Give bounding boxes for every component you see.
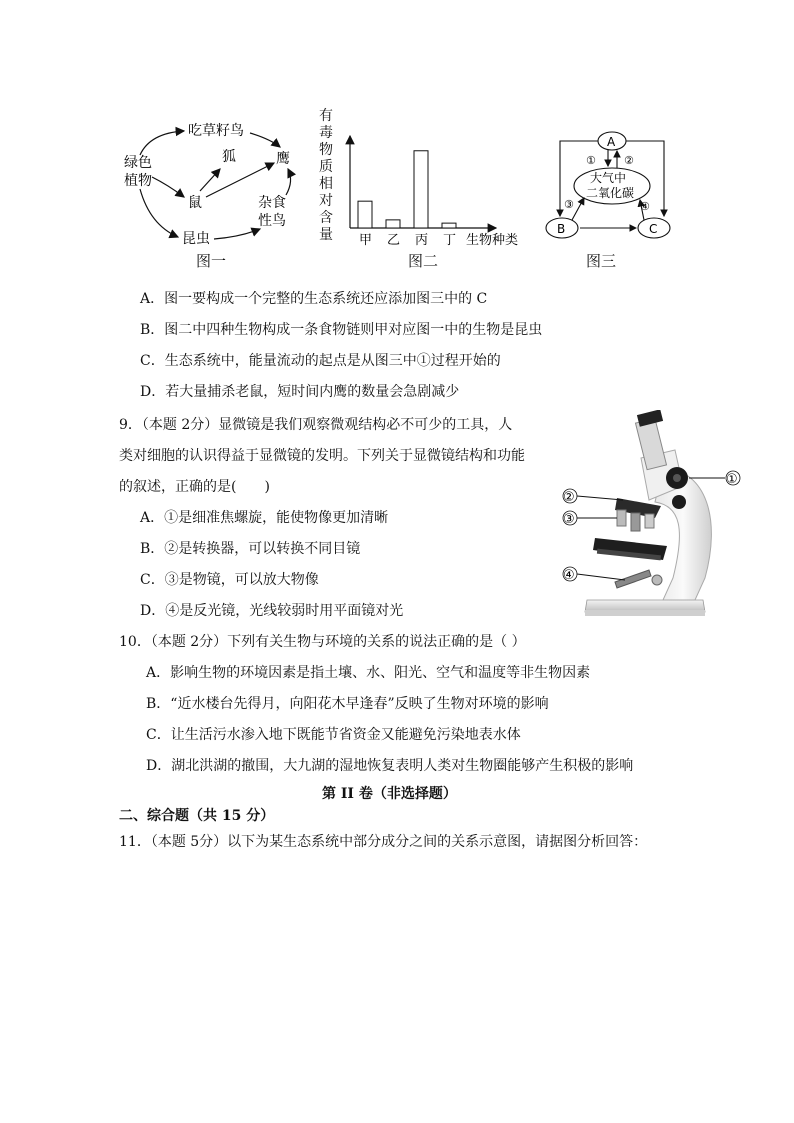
bar-3: [442, 223, 456, 228]
node-insect: 昆虫: [182, 231, 210, 247]
node-c-label: C: [649, 222, 658, 236]
category-label-1: 乙: [387, 233, 401, 248]
ylabel-char: 有: [319, 108, 333, 124]
node-mouse: 鼠: [188, 195, 202, 211]
node-omni-bird-2: 性鸟: [258, 213, 286, 229]
food-web-diagram: [110, 115, 310, 250]
fig2-caption: 图二: [408, 252, 439, 270]
co2-label-1: 大气中: [590, 171, 627, 185]
fig1-caption: 图一: [196, 252, 227, 270]
part2-title: 第 II 卷（非选择题）: [322, 786, 457, 802]
fig3-caption: 图三: [586, 252, 617, 270]
q8-option-d: D．若大量捕杀老鼠，短时间内鹰的数量会急剧减少: [140, 384, 460, 400]
q8-option-a: A．图一要构成一个完整的生态系统还应添加图三中的 C: [140, 291, 488, 307]
toxin-bar-chart: [336, 130, 532, 248]
ylabel-char: 质: [319, 159, 333, 175]
ylabel-char: 相: [319, 176, 333, 192]
node-green-plants-1: 绿色: [124, 155, 152, 171]
bar-0: [358, 201, 372, 228]
q9-stem-line-1: 9．（本题 2分）显微镜是我们观察微观结构必不可少的工具，人: [119, 417, 513, 433]
co2-label-2: 二氧化碳: [586, 186, 635, 200]
ylabel-char: 物: [319, 142, 333, 158]
scope-marker-3: ③: [563, 512, 575, 527]
arrow-mouse-to-hawk: [206, 163, 274, 197]
category-label-3: 丁: [443, 233, 457, 248]
carbon-cycle-diagram: [540, 128, 680, 246]
x-axis-label: 生物种类: [466, 233, 519, 248]
scope-marker-4: ④: [563, 568, 575, 583]
section2-title: 二、综合题（共 15 分）: [119, 808, 275, 824]
q10-option-a: A．影响生物的环境因素是指土壤、水、阳光、空气和温度等非生物因素: [146, 665, 591, 681]
marker-1: ①: [586, 154, 596, 167]
bar-1: [386, 220, 400, 228]
q9-option-d: D．④是反光镜，光线较弱时用平面镜对光: [140, 603, 404, 619]
q10-stem: 10．（本题 2分）下列有关生物与环境的关系的说法正确的是（ ）: [119, 634, 526, 650]
node-fox: 狐: [222, 149, 236, 165]
q10-option-b: B．“近水楼台先得月，向阳花木早逢春”反映了生物对环境的影响: [146, 696, 549, 712]
node-a-label: A: [607, 135, 616, 149]
node-seed-bird: 吃草籽鸟: [188, 123, 244, 139]
ylabel-char: 量: [319, 227, 333, 243]
q9-stem-line-3: 的叙述，正确的是( ): [119, 479, 270, 495]
microscope-image: [545, 410, 745, 620]
node-omni-bird-1: 杂食: [258, 195, 286, 211]
marker-3: ③: [564, 198, 574, 211]
node-hawk: 鹰: [276, 151, 290, 167]
q10-option-d: D．湖北洪湖的撤围，大九湖的湿地恢复表明人类对生物圈能够产生积极的影响: [146, 758, 634, 774]
fig2-ylabel: [318, 108, 334, 244]
marker-4: ④: [640, 200, 650, 213]
node-green-plants-2: 植物: [124, 173, 152, 189]
marker-2: ②: [624, 154, 634, 167]
category-label-0: 甲: [359, 233, 373, 248]
arrow-plants-to-seedbird: [140, 131, 184, 155]
q9-option-b: B．②是转换器，可以转换不同目镜: [140, 541, 361, 557]
q9-option-c: C．③是物镜，可以放大物像: [140, 572, 319, 588]
node-b-label: B: [557, 222, 566, 236]
arrow-seedbird-to-hawk: [250, 133, 280, 147]
ylabel-char: 对: [319, 193, 333, 209]
arrow-omnibird-to-hawk: [286, 169, 291, 195]
arrow-plants-to-mouse: [152, 177, 184, 197]
scope-marker-1: ①: [726, 472, 738, 487]
q9-stem-line-2: 类对细胞的认识得益于显微镜的发明。下列关于显微镜结构和功能: [119, 448, 525, 464]
q8-option-c: C．生态系统中，能量流动的起点是从图三中①过程开始的: [140, 353, 501, 369]
q11-stem: 11．（本题 5分）以下为某生态系统中部分成分之间的关系示意图，请据图分析回答：: [119, 834, 648, 850]
arrow-insect-to-omnibird: [214, 229, 260, 239]
arrow-mouse-to-fox: [200, 169, 220, 191]
arrow-plants-to-insect: [140, 189, 178, 237]
ylabel-char: 毒: [319, 125, 333, 141]
q9-option-a: A．①是细准焦螺旋，能使物像更加清晰: [140, 510, 389, 526]
scope-marker-2: ②: [563, 490, 575, 505]
ylabel-char: 含: [319, 210, 333, 226]
q8-option-b: B．图二中四种生物构成一条食物链则甲对应图一中的生物是昆虫: [140, 322, 543, 338]
category-label-2: 丙: [415, 233, 429, 248]
bar-2: [414, 151, 428, 228]
q10-option-c: C．让生活污水渗入地下既能节省资金又能避免污染地表水体: [146, 727, 521, 743]
